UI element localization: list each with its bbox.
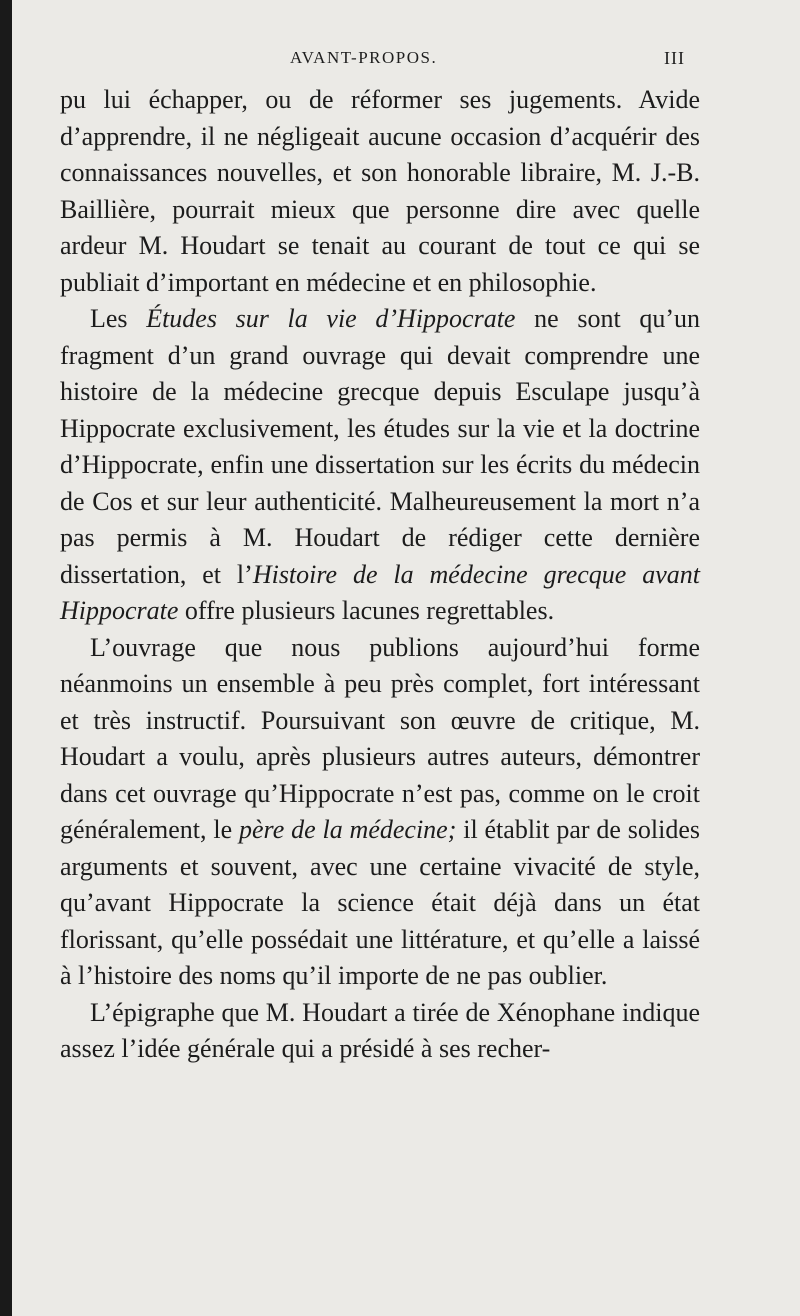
paragraph-text: pu lui échapper, ou de réformer ses jugements. Avide d’apprendre, il ne négligeait aucune occasion d’acquérir des connaissances nouvelles, et son honorable libraire, M. J.-B. Baillière, pourrait mieux que personne dire avec quelle ardeur M. Houdart se tenait au courant de tout ce qui se publiait d’important en médecine et en philosophie. xyxy=(60,85,700,297)
italic-title: Études sur la vie d’Hippocrate xyxy=(146,304,516,333)
paragraph-text: L’épigraphe que M. Houdart a tirée de Xénophane indique assez l’idée générale qui a présidé à ses recher- xyxy=(60,997,700,1063)
paragraph-3 xyxy=(60,630,700,995)
running-title: AVANT-PROPOS. xyxy=(290,48,438,67)
paragraph-text: Les xyxy=(90,304,147,333)
running-head xyxy=(12,44,800,74)
italic-phrase: père de la médecine; xyxy=(239,815,457,844)
paragraph-text: il établit par de solides arguments et souvent, avec une certaine vivacité de style, qu’avant Hippocrate la science était déjà dans un état florissant, qu’elle possédait une littérature, et qu’elle a laissé à l’histoire des noms qu’il importe de ne pas oublier. xyxy=(60,815,701,990)
paragraph-4 xyxy=(60,995,700,1068)
italic-title: Histoire de la médecine grecque avant Hippocrate xyxy=(60,559,700,625)
body-text xyxy=(60,82,700,1068)
book-page xyxy=(12,0,800,1316)
paragraph-2 xyxy=(60,301,700,630)
paragraph-text: offre plusieurs lacunes regrettables. xyxy=(178,596,555,625)
paragraph-text: L’ouvrage que nous publions aujourd’hui forme néanmoins un ensemble à peu près complet, fort intéressant et très instructif. Poursuivant son œuvre de critique, M. Houdart a voulu, après plusieurs autres auteurs, démontrer dans cet ouvrage qu’Hippocrate n’est pas, comme on le croit généralement, le xyxy=(60,632,700,844)
page-number: III xyxy=(664,48,685,68)
paragraph-1 xyxy=(60,82,700,301)
paragraph-text: ne sont qu’un fragment d’un grand ouvrage qui devait comprendre une histoire de la médecine grecque depuis Esculape jusqu’à Hippocrate exclusivement, les études sur la vie et la doctrine d’Hippocrate, enfin une dissertation sur les écrits du médecin de Cos et sur leur authenticité. Malheureusement la mort n’a pas permis à M. Houdart de rédiger cette dernière dissertation, et l’ xyxy=(60,304,700,589)
